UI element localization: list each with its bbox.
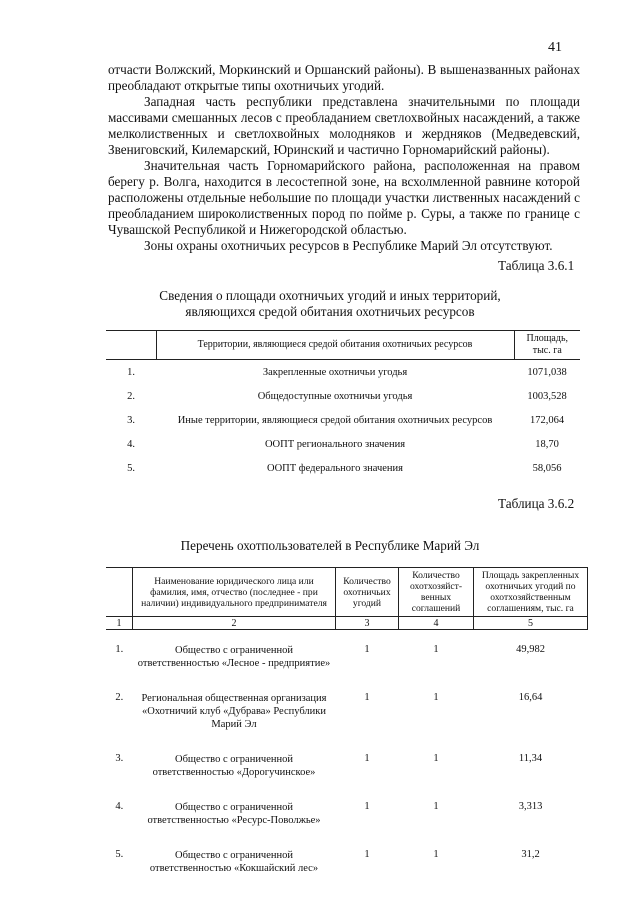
table2-row-areas: 1: [364, 692, 370, 703]
paragraph: отчасти Волжский, Моркинский и Оршанский районы). В вышеназванных районах преобладают открытые типы охотничьих угодий.: [108, 62, 580, 93]
paragraph: Значительная часть Горномарийского района, расположенная на правом берегу р. Волга, находится в лесостепной зоне, на всхолмленной равнине которой расположены отдельные небольшие по площади участки лиственных насаждений с преобладанием широколиственных пород по пойме р. Суры, а также по границе с Чувашской Республикой и Нижегородской областью.: [108, 158, 580, 237]
table2-row-agreements: 1: [433, 801, 439, 812]
table1-row-num: 3.: [127, 414, 135, 426]
table2-caption: Перечень охотпользователей в Республике Марий Эл: [180, 538, 480, 553]
column-number: 3: [336, 617, 399, 630]
table2-row-area: 31,2: [521, 849, 540, 860]
table1-row-name: ООПТ федерального значения: [267, 462, 403, 474]
table2-header-num: [106, 568, 133, 617]
table1-row-area: 172,064: [529, 414, 565, 426]
table-row: [106, 408, 580, 432]
table2-row-agreements: 1: [433, 692, 439, 703]
table2-header-count-areas: Количество охотничьих угодий: [336, 568, 399, 617]
table1-row-area: 18,70: [535, 438, 559, 450]
table2-row-name: Общество с ограниченной ответственностью «Кокшайский лес»: [149, 850, 319, 874]
column-number: 5: [474, 617, 588, 630]
table1-label: Таблица 3.6.1: [498, 258, 575, 273]
table-row: [106, 630, 588, 679]
table2-row-area: 3,313: [518, 801, 543, 812]
table2-row-name: Общество с ограниченной ответственностью «Лесное - предприятие»: [137, 645, 331, 669]
table1-row-area: 58,056: [532, 462, 562, 474]
table-row: [106, 678, 588, 739]
table-row: [106, 739, 588, 787]
table2-row-agreements: 1: [433, 753, 439, 764]
table2-row-area: 16,64: [518, 692, 543, 703]
table2-row-area: 11,34: [518, 753, 543, 764]
hunting-users-table: [106, 567, 588, 883]
column-number: 4: [399, 617, 474, 630]
body-text: [108, 62, 580, 254]
table2-row-num: 4.: [115, 801, 124, 812]
table2-row-num: 3.: [115, 753, 124, 764]
paragraph: Зоны охраны охотничьих ресурсов в Республике Марий Эл отсутствуют.: [144, 238, 553, 253]
table2-row-areas: 1: [364, 849, 370, 860]
table1-header-territory: Территории, являющиеся средой обитания охотничьих ресурсов: [156, 331, 514, 360]
table2-header-name: Наименование юридического лица или фамилия, имя, отчество (последнее - при наличии) индивидуального предпринимателя: [133, 568, 336, 617]
table1-row-name: Общедоступные охотничьи угодья: [257, 390, 413, 402]
table1-row-name: Закрепленные охотничьи угодья: [262, 366, 408, 378]
table2-row-areas: 1: [364, 644, 370, 655]
table-row: [106, 456, 580, 480]
table1-row-area: 1003,528: [527, 390, 567, 402]
table2-row-areas: 1: [364, 753, 370, 764]
table1-row-name: Иные территории, являющиеся средой обитания охотничьих ресурсов: [177, 414, 493, 426]
table1-caption: [120, 288, 540, 320]
table-row: [106, 835, 588, 883]
table2-row-name: Региональная общественная организация «Охотничий клуб «Дубрава» Республики Марий Эл: [141, 693, 327, 730]
table1-caption-line1: Сведения о площади охотничьих угодий и иных территорий,: [159, 288, 501, 303]
table2-row-name: Общество с ограниченной ответственностью «Ресурс-Поволжье»: [147, 802, 321, 826]
table1-row-num: 5.: [127, 462, 135, 474]
table-row: [106, 384, 580, 408]
table2-row-num: 2.: [115, 692, 124, 703]
table2-row-agreements: 1: [433, 644, 439, 655]
table2-row-num: 1.: [115, 644, 124, 655]
table2-header-count-agreements: Количество охотхозяйст-венных соглашений: [399, 568, 474, 617]
column-number: 1: [106, 617, 133, 630]
table-row: [106, 787, 588, 835]
page-number: 41: [548, 40, 562, 55]
table2-header-area: Площадь закрепленных охотничьих угодий по охотхозяйственным соглашениям, тыс. га: [474, 568, 588, 617]
table2-row-areas: 1: [364, 801, 370, 812]
table-row: [106, 432, 580, 456]
hunting-areas-table: [106, 330, 580, 480]
table1-row-area: 1071,038: [527, 366, 567, 378]
table2-column-numbers: [106, 617, 588, 630]
column-number: 2: [133, 617, 336, 630]
table1-header-area: Площадь, тыс. га: [514, 331, 580, 360]
table1-row-num: 1.: [127, 366, 135, 378]
table1-row-num: 4.: [127, 438, 135, 450]
table1-caption-line2: являющихся средой обитания охотничьих ресурсов: [185, 304, 475, 319]
table-row: [106, 360, 580, 385]
table1-header-empty: [106, 331, 156, 360]
table1-row-num: 2.: [127, 390, 135, 402]
table2-label: Таблица 3.6.2: [498, 496, 575, 511]
table2-row-name: Общество с ограниченной ответственностью «Дорогучинское»: [152, 754, 316, 778]
paragraph: Западная часть республики представлена значительными по площади массивами смешанных лесов с преобладанием светлохвойных насаждений, а также мелколиственных и светлохвойных молодняков и жердняков (Медведевский, Звениговский, Килемарский, Юринский и частично Горномарийский районы).: [108, 94, 580, 157]
table1-row-name: ООПТ регионального значения: [264, 438, 406, 450]
table2-row-area: 49,982: [516, 644, 545, 655]
table2-row-agreements: 1: [433, 849, 439, 860]
table2-row-num: 5.: [115, 849, 124, 860]
